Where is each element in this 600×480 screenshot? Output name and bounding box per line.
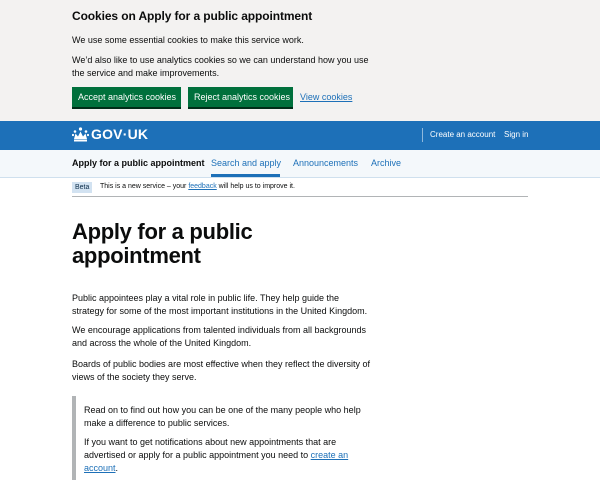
nav-search-and-apply[interactable]: Search and apply — [211, 158, 282, 168]
inset-notifications-text — [84, 436, 364, 475]
phase-text-before: This is a new service – your — [100, 183, 189, 190]
feedback-link[interactable]: feedback — [188, 183, 217, 190]
sign-in-link[interactable]: Sign in — [504, 130, 529, 139]
govuk-logo[interactable]: GOV·UK — [91, 126, 149, 142]
active-nav-indicator — [211, 174, 280, 177]
nav-announcements[interactable]: Announcements — [293, 158, 359, 168]
phase-text-after: will help us to improve it. — [216, 183, 295, 190]
diversity-paragraph: Boards of public bodies are most effective when they reflect the diversity of views of the society they serve. — [72, 359, 370, 382]
page-title: Apply for a public appointment — [72, 219, 253, 268]
inset-text-after: . — [115, 463, 119, 473]
create-an-account-link[interactable]: create an account — [84, 450, 349, 473]
inset-text-before: If you want to get notifications about new appointments that are advertised or apply for a public appointment you need to — [84, 437, 337, 460]
phase-banner-divider — [72, 196, 528, 197]
nav-archive[interactable]: Archive — [371, 158, 402, 168]
inset-read-on-text: Read on to find out how you can be one of the many people who help make a difference to public services. — [84, 405, 361, 428]
create-account-link[interactable]: Create an account — [430, 130, 496, 139]
encourage-paragraph: We encourage applications from talented individuals from all backgrounds and across the whole of the United Kingdom. — [72, 325, 366, 348]
cookie-banner-analytics-text: We’d also like to use analytics cookies so we can understand how you use the service and make improvements. — [72, 55, 369, 78]
accept-analytics-cookies-button[interactable]: Accept analytics cookies — [72, 87, 181, 107]
reject-analytics-cookies-button[interactable]: Reject analytics cookies — [188, 87, 293, 107]
intro-paragraph: Public appointees play a vital role in public life. They help guide the strategy for some of the most important institutions in the United Kingdom. — [72, 293, 368, 316]
cookie-banner-text: We use some essential cookies to make this service work. — [72, 35, 304, 45]
crown-icon — [72, 127, 89, 142]
service-name[interactable]: Apply for a public appointment — [72, 158, 205, 168]
header-divider — [422, 128, 423, 142]
phase-banner-text — [100, 183, 295, 190]
cookie-banner-title: Cookies on Apply for a public appointment — [72, 9, 313, 23]
view-cookies-link[interactable]: View cookies — [300, 92, 353, 102]
beta-tag: Beta — [72, 182, 92, 193]
